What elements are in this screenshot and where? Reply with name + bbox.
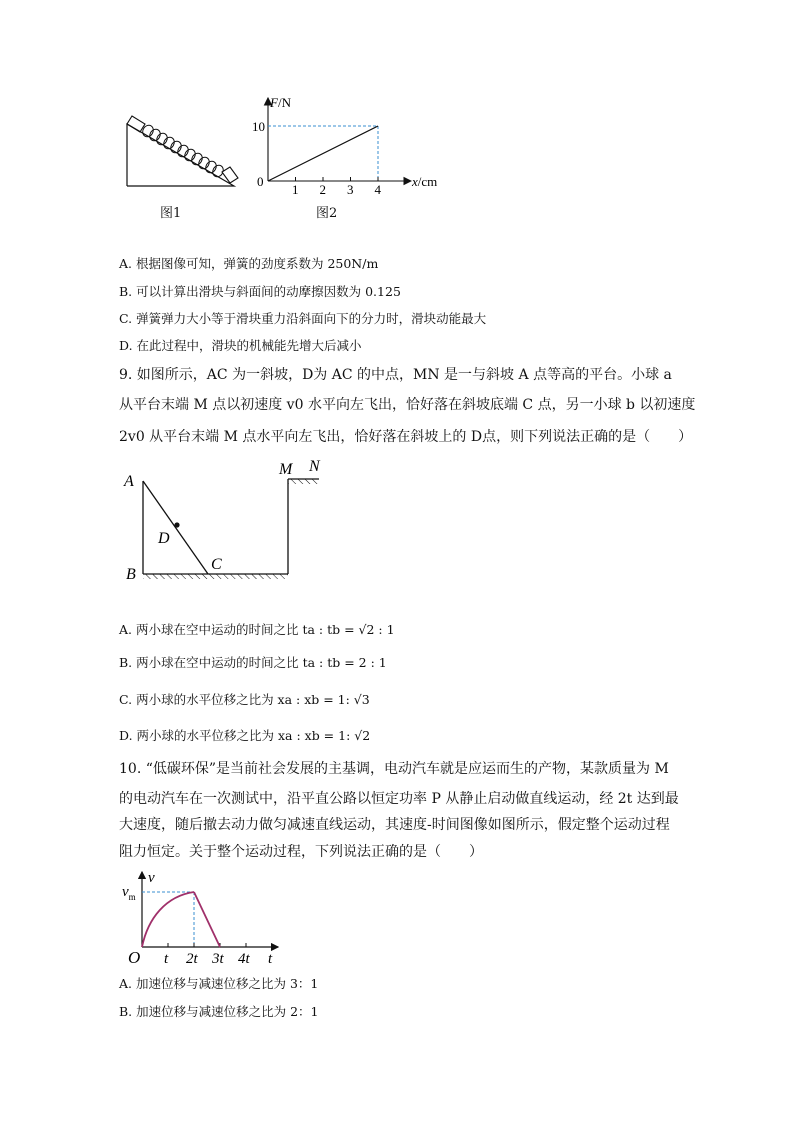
label-n: N xyxy=(309,458,320,475)
figure-2-force-displacement-graph xyxy=(246,92,456,198)
q10-option-b: B. 加速位移与减速位移之比为 2：1 xyxy=(119,1004,319,1019)
tick-3t: 3t xyxy=(212,951,224,967)
x-tick-label-3: 3 xyxy=(347,182,354,197)
q9-option-b: B. 两小球在空中运动的时间之比 ta : tb = 2 : 1 xyxy=(119,655,387,670)
q10-text-line-2: 的电动汽车在一次测试中，沿平直公路以恒定功率 P 从静止启动做直线运动，经 2t 达到最 xyxy=(119,791,679,807)
y-axis-label: F/N xyxy=(270,95,291,110)
q8-option-c: C. 弹簧弹力大小等于滑块重力沿斜面向下的分力时，滑块动能最大 xyxy=(119,311,487,326)
figure-1-incline-spring xyxy=(118,112,248,194)
q8-option-d: D. 在此过程中，滑块的机械能先增大后减小 xyxy=(119,338,362,353)
tick-4t: 4t xyxy=(238,951,250,967)
tick-t: t xyxy=(164,951,169,967)
label-b: B xyxy=(126,566,136,583)
label-m: M xyxy=(279,461,293,478)
q10-velocity-time-graph xyxy=(118,868,288,968)
q8-option-a: A. 根据图像可知，弹簧的劲度系数为 250N/m xyxy=(119,256,379,271)
q9-text-line-3: 2v0 从平台末端 M 点水平向左飞出，恰好落在斜坡上的 D点，则下列说法正确的是（ ） xyxy=(119,429,693,445)
q9-option-a: A. 两小球在空中运动的时间之比 ta : tb = √2 : 1 xyxy=(119,622,395,637)
q9-option-d: D. 两小球的水平位移之比为 xa : xb = 1: √2 xyxy=(119,728,371,743)
q9-text-line-1: 9. 如图所示，AC 为一斜坡，D为 AC 的中点，MN 是一与斜坡 A 点等高的平台。小球 a xyxy=(119,367,672,383)
slope-ac xyxy=(143,481,208,574)
q10-text-line-3: 大速度，随后撤去动力做匀减速直线运动，其速度-时间图像如图所示，假定整个运动过程 xyxy=(119,817,670,833)
q8-option-b: B. 可以计算出滑块与斜面间的动摩擦因数为 0.125 xyxy=(119,284,401,299)
x-axis-label: x/cm xyxy=(412,174,438,189)
label-c: C xyxy=(211,556,222,573)
figure-2-caption: 图2 xyxy=(316,206,338,221)
origin-label: 0 xyxy=(257,174,264,189)
deceleration-line xyxy=(194,892,220,947)
x-tick-label-1: 1 xyxy=(292,182,299,197)
t-axis-label: t xyxy=(268,951,273,967)
tick-2t: 2t xyxy=(186,951,198,967)
q10-text-line-1: 10. “低碳环保”是当前社会发展的主基调，电动汽车就是应运而生的产物，某款质量为 M xyxy=(119,761,669,777)
label-a: A xyxy=(124,473,134,490)
q10-text-line-4: 阻力恒定。关于整个运动过程，下列说法正确的是（ ） xyxy=(119,844,483,860)
force-line xyxy=(268,126,378,181)
vm-label: $v_m$ xyxy=(122,884,136,902)
y-tick-label: 10 xyxy=(252,119,265,134)
figure-1-caption: 图1 xyxy=(160,206,182,221)
origin-label: O xyxy=(128,948,141,967)
x-tick-label-4: 4 xyxy=(374,182,381,197)
q9-text-line-2: 从平台末端 M 点以初速度 v0 水平向左飞出，恰好落在斜坡底端 C 点，另一小球 b 以初速度 xyxy=(119,397,696,413)
acceleration-curve xyxy=(142,892,194,947)
x-tick-label-2: 2 xyxy=(319,182,326,197)
v-axis-label: v xyxy=(148,870,155,886)
q10-option-a: A. 加速位移与减速位移之比为 3：1 xyxy=(119,976,319,991)
point-d xyxy=(174,522,179,527)
q9-option-c: C. 两小球的水平位移之比为 xa : xb = 1: √3 xyxy=(119,692,370,707)
q9-diagram-slope-platform xyxy=(118,455,328,585)
label-d: D xyxy=(158,530,170,547)
